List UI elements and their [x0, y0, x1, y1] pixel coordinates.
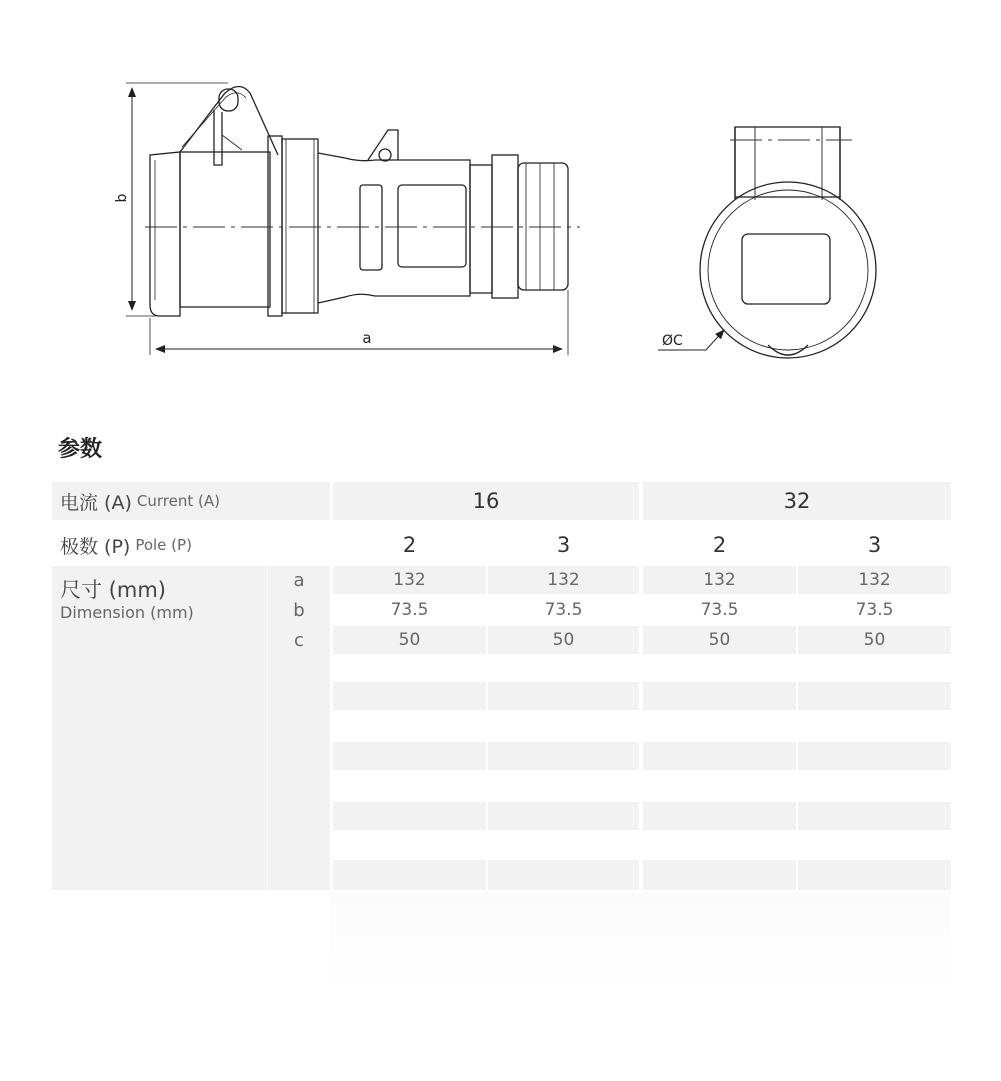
technical-drawing: [0, 0, 1001, 400]
pole-label-en: Pole (P): [135, 536, 192, 554]
empty-cell: [333, 682, 486, 710]
dimension-c-label: ØC: [662, 333, 683, 349]
current-value-16: 16: [333, 482, 639, 520]
dimension-key-a: a: [293, 569, 305, 591]
empty-cell: [333, 802, 486, 830]
empty-cell: [798, 682, 951, 710]
dimension-cell: 73.5: [855, 600, 894, 620]
dimension-cell: 50: [798, 626, 951, 654]
empty-cell: [798, 742, 951, 770]
dimension-label-zh: 尺寸 (mm): [60, 578, 166, 602]
empty-cell: [488, 802, 639, 830]
pole-label: [52, 526, 330, 564]
dimension-cell: 132: [798, 566, 951, 594]
spec-table: [52, 482, 951, 890]
section-title: 参数: [58, 437, 103, 462]
current-label-en: Current (A): [136, 492, 220, 510]
dimension-cell: 50: [643, 626, 796, 654]
dimension-a-label: a: [362, 329, 372, 347]
dimension-label: [52, 566, 267, 890]
dimension-cell: 132: [333, 566, 486, 594]
dimension-cell: 132: [643, 566, 796, 594]
dimension-cell: 132: [488, 566, 639, 594]
side-view: [150, 87, 568, 317]
empty-cell: [488, 682, 639, 710]
empty-cell: [798, 860, 951, 890]
empty-cell: [643, 860, 796, 890]
empty-cell: [643, 802, 796, 830]
dimension-b-label: b: [114, 193, 130, 203]
dimension-key-c: c: [294, 629, 304, 651]
empty-cell: [643, 742, 796, 770]
dimension-label-en: Dimension (mm): [60, 603, 194, 622]
front-view: [700, 127, 876, 358]
pole-value: 3: [556, 533, 571, 557]
dimension-cell: 73.5: [544, 600, 583, 620]
empty-cell: [798, 802, 951, 830]
current-label: [52, 482, 330, 520]
pole-value: 3: [867, 533, 882, 557]
dimension-cell: 50: [333, 626, 486, 654]
dimension-key-b: b: [293, 599, 305, 621]
empty-cell: [488, 742, 639, 770]
pole-value: 2: [712, 533, 727, 557]
dimension-cell: 73.5: [390, 600, 429, 620]
dimension-cell: 73.5: [700, 600, 739, 620]
empty-cell: [333, 742, 486, 770]
pole-label-zh: 极数 (P): [60, 535, 131, 558]
current-value-32: 32: [643, 482, 951, 520]
empty-cell: [643, 682, 796, 710]
table-footer-fade: [330, 892, 951, 992]
empty-cell: [333, 860, 486, 890]
current-label-zh: 电流 (A): [60, 491, 132, 514]
empty-cell: [488, 860, 639, 890]
dimension-cell: 50: [488, 626, 639, 654]
pole-value: 2: [402, 533, 417, 557]
